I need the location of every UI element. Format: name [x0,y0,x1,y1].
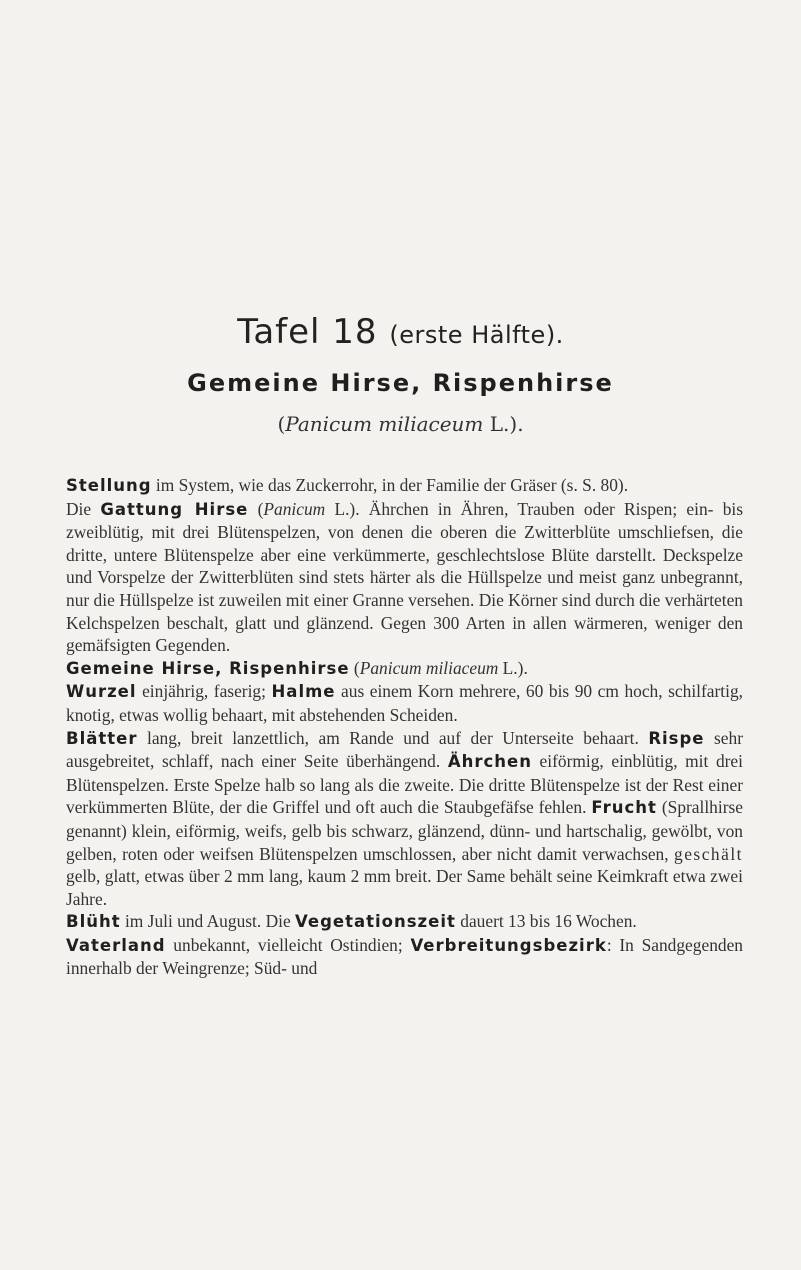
keyword: Halme [271,682,336,702]
keyword: Frucht [591,798,657,818]
keyword: Ährchen [447,752,532,772]
keyword: Rispe [648,728,705,748]
paragraph-bluete: Blüht im Juli und August. Die Vegetationszeit dauert 13 bis 16 Wochen. [66,911,637,932]
latin-term: Panicum [263,498,326,519]
keyword: Vaterland [66,935,166,955]
species-latin-name: (Panicum miliaceum L.). [277,412,524,436]
paragraph-species: Gemeine Hirse, Rispenhirse (Panicum miliaceum L.). [66,657,528,678]
plate-number: Tafel 18 [237,312,378,352]
spaced-term: geschält [674,843,743,864]
keyword: Blätter [66,728,138,748]
keyword: Hirse [183,499,249,519]
latin-term: Panicum miliaceum [359,657,499,678]
species-title: Gemeine Hirse, Rispenhirse [187,369,614,397]
plate-heading [0,312,801,352]
keyword: Gattung [100,499,184,519]
paragraph-blaetter: Blätter lang, breit lanzettlich, am Rande und auf der Unterseite behaart. Rispe sehr ausgebreitet, schlaff, nach einer Seite überhängend. Ährchen eiförmig, einblütig, mit drei Blütenspelzen. Erste Spelze halb so lang als die zweite. Die dritte Blütenspelze ist der Rest einer verkümmerten Blüte, der die Griffel und oft auch die Staubgefäfse fehlen. Frucht (Sprallhirse genannt) klein, eiförmig, weifs, gelb bis schwarz, glänzend, dünn- und hartschalig, gewölbt, von gelben, roten oder weifsen Blütenspelzen umschlossen, aber nicht damit verwachsen, geschält gelb, glatt, etwas über 2 mm lang, kaum 2 mm breit. Der Same behält seine Keimkraft etwa zwei Jahre. [66,727,743,909]
keyword: Gemeine Hirse, Rispenhirse [66,658,350,678]
paragraph-gattung: Die Gattung Hirse (Panicum L.). Ährchen in Ähren, Trauben oder Rispen; ein- bis zweiblütig, mit drei Blütenspelzen, von denen die oberen die Zwitterblüte umschliefsen, die dritte, untere Blütenspelze aber eine verkümmerte, geschlechtslose Blüte darstellt. Deckspelze und Vorspelze der Zwitterblüten sind stets härter als die Hüllspelze und meist ganz unbegrannt, nur die Hüllspelze ist zuweilen mit einer Granne versehen. Die Körner sind durch die verhärteten Kelchspelzen beschalt, glatt und glänzend. Gegen 300 Arten in allen wärmeren, weniger den gemäfsigten Gegenden. [66,498,743,656]
latin-binomial: Panicum miliaceum [285,412,484,436]
paragraph-stellung: Stellung im System, wie das Zuckerrohr, in der Familie der Gräser (s. S. 80). [66,475,629,495]
keyword: Wurzel [66,682,137,702]
keyword: Verbreitungsbezirk [410,935,607,955]
body-text [66,474,743,980]
keyword: Stellung [66,476,152,495]
paragraph-vaterland: Vaterland unbekannt, vielleicht Ostindien; Verbreitungsbezirk: In Sandgegenden innerhalb der Weingrenze; Süd- und [66,934,743,979]
keyword: Blüht [66,912,121,932]
plate-part: (erste Hälfte). [389,321,564,349]
keyword: Vegetationszeit [295,912,456,932]
paragraph-wurzel: Wurzel einjährig, faserig; Halme aus einem Korn mehrere, 60 bis 90 cm hoch, schilfartig, knotig, etwas wollig behaart, mit abstehenden Scheiden. [66,681,743,725]
